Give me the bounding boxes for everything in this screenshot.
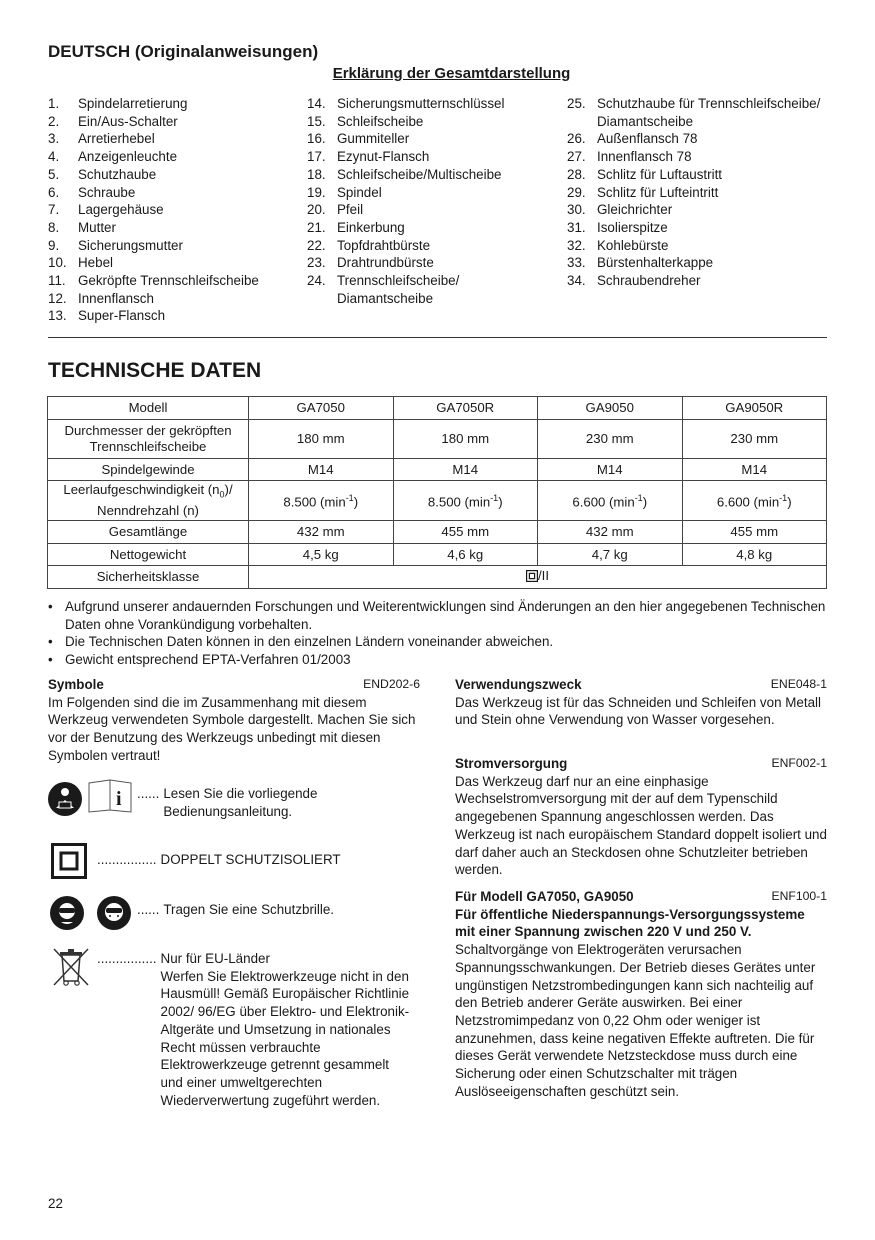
list-item: 3. Arretierhebel <box>48 131 155 147</box>
power-text: Das Werkzeug darf nur an eine einphasige Wechselstromversorgung mit der auf dem Typenschild angegebenen Spannung angeschlossen werden. Das Werkzeug ist nach europäischem Standard doppelt isoliert und darf daher auch an Steckdosen ohne Schutzleiter betrieben werden. <box>455 773 827 878</box>
list-item: 27. Innenflansch 78 <box>567 149 692 165</box>
list-item: 4. Anzeigenleuchte <box>48 149 178 165</box>
row-label: Nettogewicht <box>48 544 249 566</box>
list-item: 19. Spindel <box>307 184 382 200</box>
list-item: 5. Schutzhaube <box>48 166 157 182</box>
list-item: 8. Mutter <box>48 219 116 235</box>
list-item: 14. Sicherungsmutternschlüssel <box>307 96 505 111</box>
use-section <box>455 676 827 729</box>
list-item: 21. Einkerbung <box>307 219 405 235</box>
list-item: 1. Spindelarretierung <box>48 96 188 111</box>
table-cell: M14 <box>249 459 394 481</box>
model-title: Für Modell GA7050, GA9050 <box>455 889 634 904</box>
table-cell: 4,5 kg <box>249 544 394 566</box>
double-insulation-large-icon <box>51 843 87 884</box>
list-item: 33. Bürstenhalterkappe <box>567 255 714 271</box>
notes-list <box>48 598 828 669</box>
table-cell: 230 mm <box>682 420 827 459</box>
list-item: 31. Isolierspitze <box>567 219 668 235</box>
symbols-intro: Im Folgenden sind die im Zusammenhang mit diesem Werkzeug verwendeten Symbole dargestellt. Machen Sie sich vor der Benutzung des Werkzeugs unbedingt mit diesen Symbolen vertraut! <box>48 694 416 763</box>
list-item: 2. Ein/Aus-Schalter <box>48 113 178 129</box>
info-book-icon <box>87 779 133 818</box>
row-label: Leerlaufgeschwindigkeit $(n_0)/$ Nenndrehzahl (n) <box>48 481 249 521</box>
parts-column-1 <box>48 95 298 325</box>
table-cell: 455 mm <box>682 521 827 544</box>
list-item: 22. Topfdrahtbürste <box>307 237 431 253</box>
parts-column-2 <box>307 95 559 307</box>
list-item: 9. Sicherungsmutter <box>48 237 183 253</box>
list-item: 11. Gekröpfte Trennschleifscheibe <box>48 273 259 289</box>
symbols-code: END202-6 <box>363 677 420 691</box>
table-row <box>48 459 827 481</box>
table-row <box>48 544 827 566</box>
goggles-side-icon <box>97 896 131 930</box>
model-subtitle: Für öffentliche Niederspannungs-Versorgungssysteme mit einer Spannung zwischen 220 V und 250 V. <box>455 906 805 940</box>
list-item: 26. Außenflansch 78 <box>567 131 698 147</box>
list-item: 30. Gleichrichter <box>567 202 673 218</box>
table-cell: M14 <box>682 459 827 481</box>
safety-class-cell: /II <box>249 566 827 589</box>
svg-text:i: i <box>116 788 122 810</box>
section-divider <box>48 337 827 338</box>
tech-heading: TECHNISCHE DATEN <box>48 359 262 382</box>
power-section <box>455 755 827 879</box>
table-cell: 4,6 kg <box>393 544 538 566</box>
model-label: Modell <box>48 397 249 420</box>
table-row <box>48 397 827 420</box>
parts-column-3 <box>567 95 827 290</box>
list-item: 29. Schlitz für Lufteintritt <box>567 184 719 200</box>
spec-table <box>47 396 827 589</box>
table-row <box>48 481 827 521</box>
table-cell: 4,8 kg <box>682 544 827 566</box>
language-title: DEUTSCH (Originalanweisungen) <box>48 42 319 61</box>
list-item: 28. Schlitz für Luftaustritt <box>567 166 723 182</box>
use-text: Das Werkzeug ist für das Schneiden und Schleifen von Metall und Stein ohne Verwendung von Wasser vorgesehen. <box>455 694 821 728</box>
power-code: ENF002-1 <box>771 756 827 770</box>
model-cell: GA9050 <box>538 397 683 420</box>
symbol-row: ...... Lesen Sie die vorliegende Bedienungsanleitung. <box>137 786 318 819</box>
read-manual-icon <box>48 782 82 816</box>
list-item: 18. Schleifscheibe/Multischeibe <box>307 166 502 182</box>
model-cell: GA9050R <box>682 397 827 420</box>
model-cell: GA7050R <box>393 397 538 420</box>
model-cell: GA7050 <box>249 397 394 420</box>
list-item: 20. Pfeil <box>307 202 364 218</box>
use-code: ENE048-1 <box>770 677 827 691</box>
list-item: 17. Ezynut-Flansch <box>307 149 430 165</box>
parts-subtitle: Erklärung der Gesamtdarstellung <box>332 65 571 82</box>
symbol-row: ...... Tragen Sie eine Schutzbrille. <box>137 902 335 917</box>
table-row <box>48 521 827 544</box>
table-cell: 6.600 $(\min^{-1})$ <box>538 481 683 521</box>
page-number: 22 <box>48 1196 63 1211</box>
list-item: • Gewicht entsprechend EPTA-Verfahren 01/2003 <box>48 652 351 668</box>
list-item: 13. Super-Flansch <box>48 308 166 324</box>
table-cell: 180 mm <box>393 420 538 459</box>
table-cell: 432 mm <box>249 521 394 544</box>
weee-bin-icon <box>50 945 92 994</box>
list-item: 32. Kohlebürste <box>567 237 669 253</box>
table-cell: 4,7 kg <box>538 544 683 566</box>
goggles-icon <box>50 896 84 930</box>
list-item: 7. Lagergehäuse <box>48 202 164 218</box>
table-cell: 8.500 $(\min^{-1})$ <box>249 481 394 521</box>
symbols-title: Symbole <box>48 677 104 692</box>
table-cell: 6.600 $(\min^{-1})$ <box>682 481 827 521</box>
power-title: Stromversorgung <box>455 756 568 771</box>
table-cell: 455 mm <box>393 521 538 544</box>
table-cell: 432 mm <box>538 521 683 544</box>
symbols-section <box>48 676 420 765</box>
table-cell: 180 mm <box>249 420 394 459</box>
use-title: Verwendungszweck <box>455 677 582 692</box>
model-code: ENF100-1 <box>771 889 827 903</box>
table-cell: M14 <box>538 459 683 481</box>
row-label: Sicherheitsklasse <box>48 566 249 589</box>
list-item: 24. Trennschleifscheibe/ Diamantscheibe <box>307 273 460 306</box>
list-item: 16. Gummiteller <box>307 131 410 147</box>
list-item: 12. Innenflansch <box>48 290 154 306</box>
list-item: 23. Drahtrundbürste <box>307 255 434 271</box>
row-label: Spindelgewinde <box>48 459 249 481</box>
list-item: 6. Schraube <box>48 184 136 200</box>
list-item: 10. Hebel <box>48 255 113 271</box>
symbol-row: ................ Nur für EU-Länder Werfen Sie Elektrowerkzeuge nicht in den Hausmüll! Gemäß Europäischer Richtlinie 2002/ 96/EG über Elektro- und Elektronik-Altgeräte und Umsetzung in nationales Recht müssen verbrauchte Elektrowerkzeuge getrennt gesammelt und einer umweltgerechten Wiederverwertung zugeführt werden. <box>97 951 410 1108</box>
list-item: 15. Schleifscheibe <box>307 113 424 129</box>
list-item: 34. Schraubendreher <box>567 273 701 289</box>
list-item: • Aufgrund unserer andauernden Forschungen und Weiterentwicklungen sind Änderungen an den hier angegebenen Technischen Daten ohne Vorankündigung vorbehalten. <box>48 599 826 632</box>
row-label: Durchmesser der gekröpften Trennschleifscheibe <box>48 420 249 459</box>
table-cell: 230 mm <box>538 420 683 459</box>
table-cell: M14 <box>393 459 538 481</box>
table-row <box>48 566 827 589</box>
table-cell: 8.500 $(\min^{-1})$ <box>393 481 538 521</box>
double-insulation-icon <box>526 570 538 586</box>
model-section <box>455 888 827 1100</box>
list-item: 25. Schutzhaube für Trennschleifscheibe/ Diamantscheibe <box>567 96 821 129</box>
symbol-row: ................ DOPPELT SCHUTZISOLIERT <box>97 852 341 867</box>
model-text: Schaltvorgänge von Elektrogeräten verursachen Spannungsschwankungen. Der Betrieb dieses Gerätes unter ungünstigen Netzstrombedingungen kann sich nachteilig auf den Betrieb anderer Geräte auswirken. Bei einer Netzstromimpedanz von 0,22 Ohm oder weniger ist anzunehmen, dass keine negativen Effekte auftreten. Die für dieses Gerät verwendete Netzsteckdose muss durch eine Sicherung oder einen Schutzschalter mit trägen Auslöseeigenschaften geschützt sein. <box>455 942 816 1099</box>
row-label: Gesamtlänge <box>48 521 249 544</box>
table-row <box>48 420 827 459</box>
list-item: • Die Technischen Daten können in den einzelnen Ländern voneinander abweichen. <box>48 634 554 650</box>
